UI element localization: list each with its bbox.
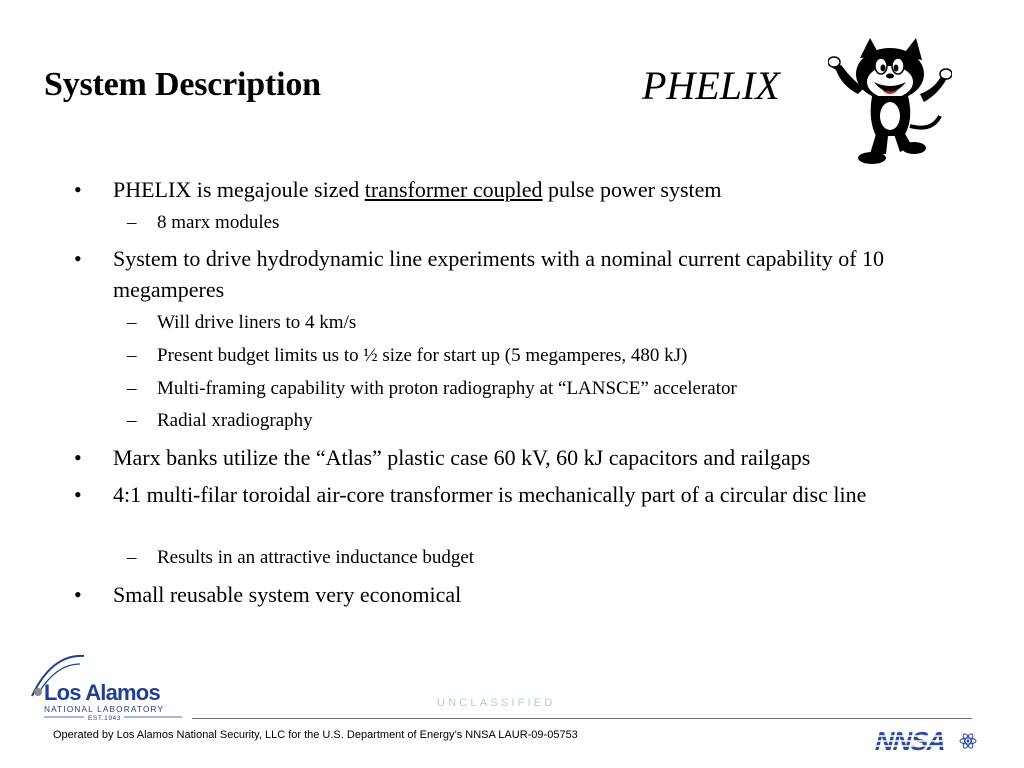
bullet-marker: • — [74, 482, 82, 507]
nnsa-logo — [872, 724, 978, 756]
sub-bullet-item — [127, 344, 947, 368]
bullet-item — [74, 243, 964, 305]
bullet-text-part: PHELIX is megajoule sized — [113, 177, 365, 202]
nnsa-wordmark: NNSA — [872, 726, 950, 756]
sub-bullet-item — [127, 546, 947, 570]
classification-label: UNCLASSIFIED — [437, 697, 556, 709]
logo-tagline: NATIONAL LABORATORY — [44, 705, 165, 714]
bullet-item — [74, 442, 964, 473]
sub-bullet-item — [127, 409, 947, 433]
los-alamos-logo — [22, 650, 192, 730]
dash-marker: – — [127, 547, 137, 568]
sub-bullet-item — [127, 311, 947, 335]
bullet-marker: • — [74, 445, 82, 470]
bullet-text — [113, 174, 964, 205]
footer-divider — [192, 718, 972, 719]
underlined-term: transformer coupled — [364, 177, 543, 202]
dash-marker: – — [127, 212, 137, 233]
bullet-item — [74, 579, 964, 610]
bullet-text-part: pulse power system — [542, 177, 722, 202]
dash-marker: – — [127, 312, 137, 333]
sub-bullet-text: 8 marx modules — [157, 212, 280, 233]
slide-subtitle: PHELIX — [642, 63, 780, 108]
dash-marker: – — [127, 410, 137, 431]
sub-bullet-text: Multi-framing capability with proton radiography at “LANSCE” accelerator — [157, 378, 737, 399]
bullet-text: Small reusable system very economical — [113, 582, 462, 607]
sub-bullet-text: Radial xradiography — [157, 410, 313, 431]
logo-wordmark: Los Alamos — [44, 680, 160, 705]
sub-bullet-item — [127, 211, 947, 235]
sub-bullet-text: Present budget limits us to ½ size for start up (5 megamperes, 480 kJ) — [157, 345, 688, 366]
bullet-text: Marx banks utilize the “Atlas” plastic case 60 kV, 60 kJ capacitors and railgaps — [113, 445, 811, 470]
dash-marker: – — [127, 378, 137, 399]
footer-text: Operated by Los Alamos National Security, LLC for the U.S. Department of Energy’s NNSA LAUR-09-05753 — [53, 729, 578, 741]
bullet-marker: • — [74, 246, 82, 271]
bullet-text: 4:1 multi-filar toroidal air-core transformer is mechanically part of a circular disc line — [113, 482, 867, 507]
bullet-marker: • — [74, 177, 82, 202]
bullet-item — [74, 479, 964, 510]
bullet-text: System to drive hydrodynamic line experiments with a nominal current capability of 10 megamperes — [113, 246, 885, 302]
dash-marker: – — [127, 345, 137, 366]
sub-bullet-item — [127, 377, 947, 401]
bullet-item — [74, 174, 964, 205]
sub-bullet-text: Results in an attractive inductance budget — [157, 547, 475, 568]
slide-title: System Description — [44, 66, 321, 103]
bullet-marker: • — [74, 582, 82, 607]
sub-bullet-text: Will drive liners to 4 km/s — [157, 312, 357, 333]
logo-established: EST.1943 — [88, 715, 121, 722]
